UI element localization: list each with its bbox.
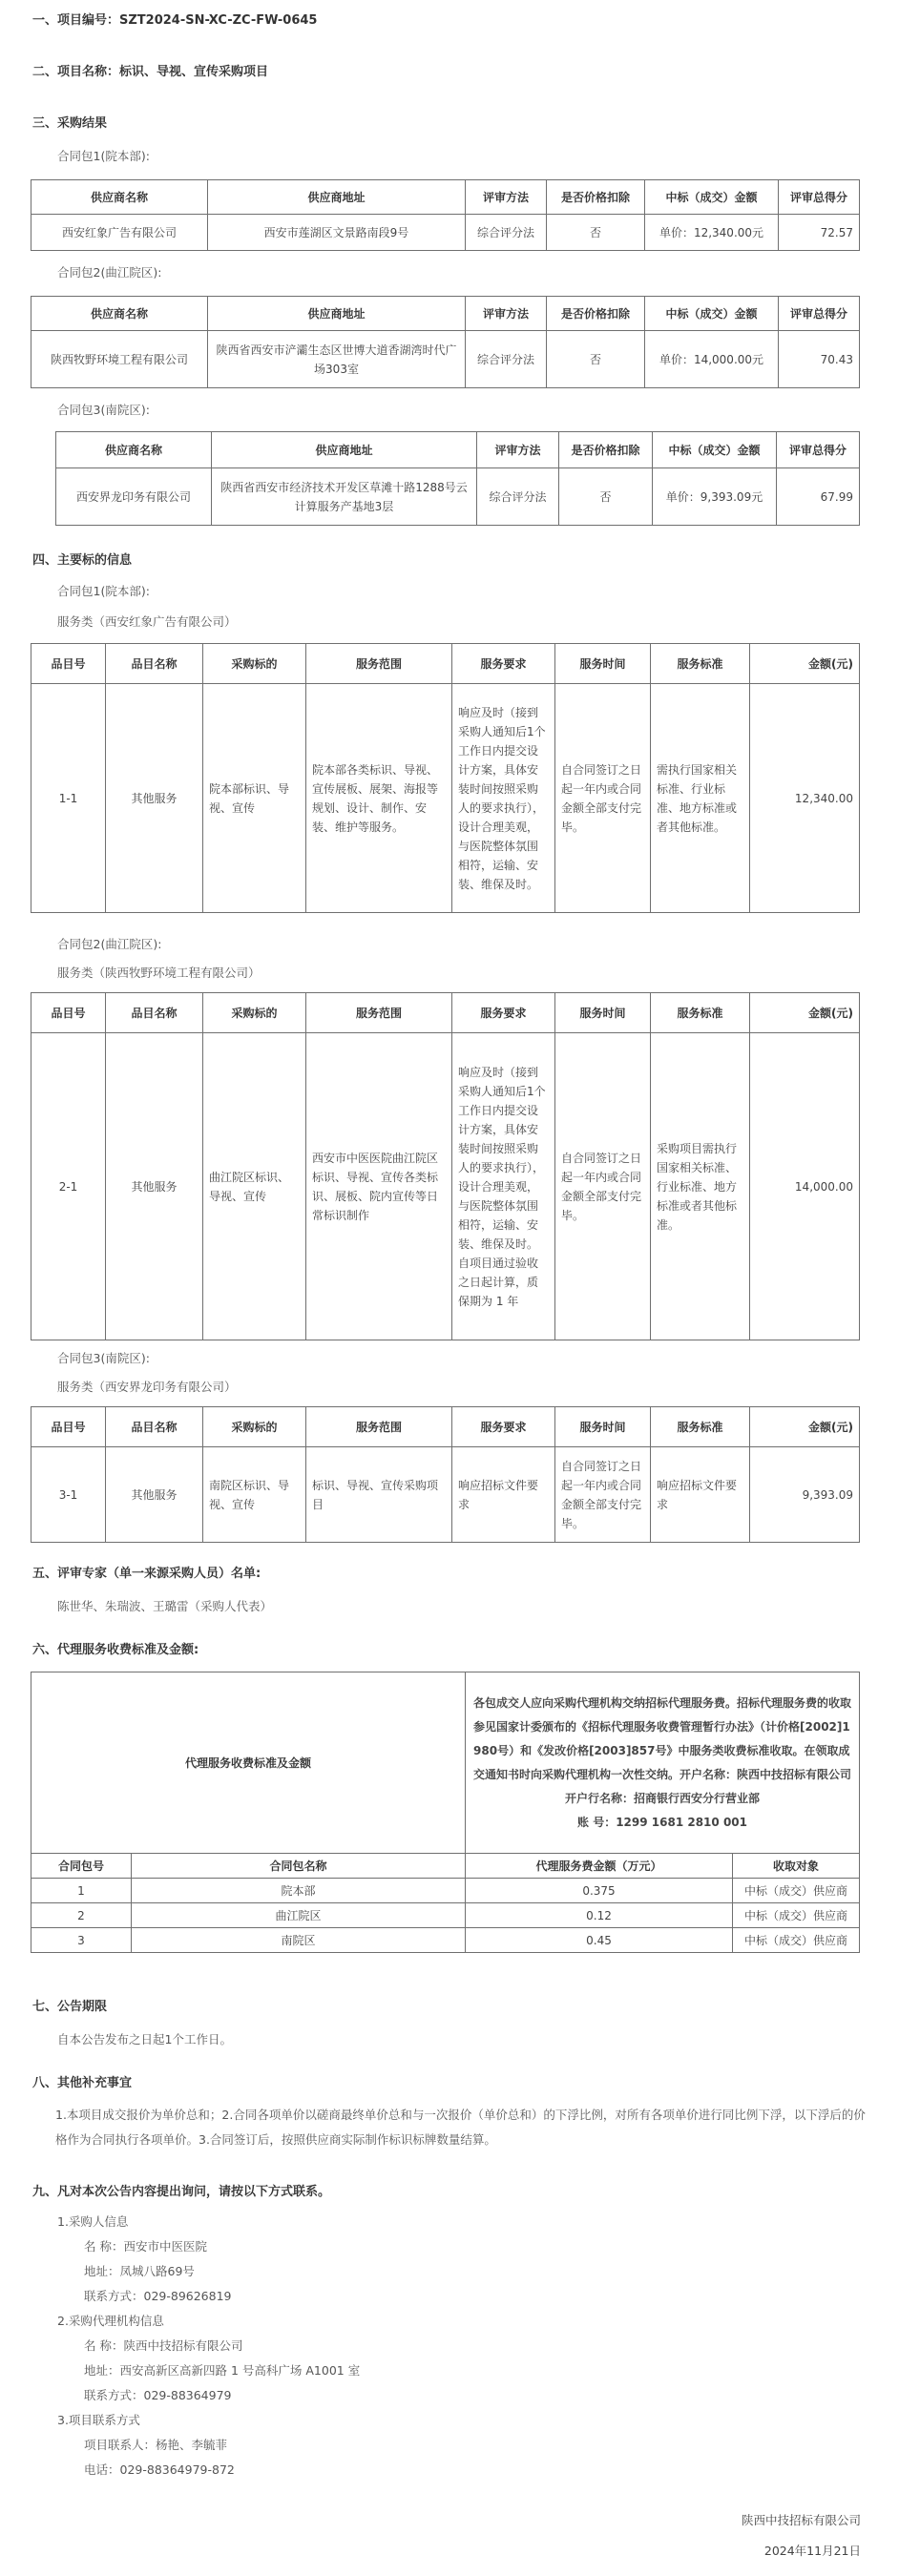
fee-note-text: 各包成交人应向采购代理机构交纳招标代理服务费。招标代理服务费的收取参见国家计委颁布的《招标代理服务收费管理暂行办法》（计价格[2002]1980号）和《发改价格[2003]857号》中服务类收费标准收取。在领取成交通知书时向采购代理机构一次性交纳。开户名称：陕西中技招标有限公司 [473,1695,852,1781]
service-time: 自合同签订之日起一年内或合同金额全部支付完毕。 [555,684,651,913]
col-header: 服务标准 [651,644,750,684]
col-header: 供应商名称 [56,432,212,468]
result-table-1 [31,179,860,251]
col-header: 服务时间 [555,1407,651,1447]
contact-group-title: 3.项目联系方式 [57,2413,140,2427]
service-standard: 需执行国家相关标准、行业标准、地方标准或者其他标准。 [651,684,750,913]
section-title-notice-period: 七、公告期限 [32,2000,108,2014]
item-table-1 [31,643,860,913]
section-title-main-info: 四、主要标的信息 [32,553,133,568]
project-phone: 电话：029-88364979-872 [84,2462,235,2477]
fee-amount: 0.12 [466,1903,733,1928]
agency-fee-table-body [31,1672,860,1953]
col-header: 代理服务费金额（万元） [466,1854,733,1879]
col-header: 采购标的 [203,1407,306,1447]
service-scope: 院本部各类标识、导视、宣传展板、展架、海报等规划、设计、制作、安装、维护等服务。 [306,684,452,913]
issuer-name: 陕西中技招标有限公司 [741,2513,861,2527]
bank-account: 账 号：1299 1681 2810 001 [577,1815,747,1829]
award-amount: 单价：12,340.00元 [645,215,779,251]
col-header: 品目号 [31,644,106,684]
agency-name: 名 称：陕西中技招标有限公司 [84,2338,243,2353]
award-amount: 单价：14,000.00元 [645,331,779,388]
procurement-target: 南院区标识、导视、宣传 [203,1447,306,1543]
col-header: 服务标准 [651,1407,750,1447]
buyer-name: 名 称：西安市中医医院 [84,2239,207,2254]
service-time: 自合同签订之日起一年内或合同金额全部支付完毕。 [555,1447,651,1543]
col-header: 收取对象 [733,1854,860,1879]
procurement-target: 院本部标识、导视、宣传 [203,684,306,913]
fee-package-no: 3 [31,1928,132,1953]
service-scope: 西安市中医医院曲江院区标识、导视、宣传各类标识、展板、院内宣传等日常标识制作 [306,1033,452,1340]
col-header: 服务时间 [555,644,651,684]
agency-phone: 联系方式：029-88364979 [84,2388,232,2402]
buyer-phone: 联系方式：029-89626819 [84,2289,232,2303]
fee-package-name: 南院区 [132,1928,466,1953]
col-header: 服务标准 [651,993,750,1033]
service-time: 自合同签订之日起一年内或合同金额全部支付完毕。 [555,1033,651,1340]
col-header: 中标（成交）金额 [645,297,779,331]
col-header: 金额(元) [750,644,860,684]
col-header: 是否价格扣除 [547,297,645,331]
col-header: 评审总得分 [779,180,860,215]
total-score: 70.43 [779,331,860,388]
col-header: 是否价格扣除 [547,180,645,215]
fee-package-name: 院本部 [132,1879,466,1903]
result-table-2 [31,296,860,388]
fee-payer: 中标（成交）供应商 [733,1928,860,1953]
col-header: 服务范围 [306,1407,452,1447]
col-header: 品目名称 [106,1407,203,1447]
col-header: 供应商名称 [31,180,208,215]
service-standard: 采购项目需执行国家相关标准、行业标准、地方标准或者其他标准。 [651,1033,750,1340]
section-title-other: 八、其他补充事宜 [32,2076,133,2090]
agency-address: 地址：西安高新区高新四路 1 号高科广场 A1001 室 [84,2363,361,2378]
fee-amount: 0.45 [466,1928,733,1953]
col-header: 金额(元) [750,1407,860,1447]
expert-names: 陈世华、朱瑞波、王璐雷（采购人代表） [57,1599,273,1613]
contact-group-title: 1.采购人信息 [57,2214,129,2229]
col-header: 服务要求 [452,993,555,1033]
col-header: 采购标的 [203,644,306,684]
col-header: 评审方法 [466,180,547,215]
col-header: 品目号 [31,993,106,1033]
service-requirement: 响应及时（接到采购人通知后1个工作日内提交设计方案，具体安装时间按照采购人的要求执行），设计合理美观，与医院整体氛围相符，运输、安装、维保及时。 [452,684,555,913]
other-matters-text: 1.本项目成交报价为单价总和；2.合同各项单价以磋商最终单价总和与一次报价（单价总和）的下浮比例，对所有各项单价进行同比例下浮，以下浮后的价格作为合同执行各项单价。3.合同签订后，按照供应商实际制作标识标牌数量结算。 [55,2108,866,2147]
total-score: 67.99 [777,468,860,526]
fee-package-no: 1 [31,1879,132,1903]
item-number: 3-1 [31,1447,106,1543]
bank-name: 开户行名称：招商银行西安分行营业部 [565,1791,761,1805]
col-header: 品目名称 [106,644,203,684]
col-header: 供应商地址 [208,180,466,215]
col-header: 合同包号 [31,1854,132,1879]
item-name: 其他服务 [106,1033,203,1340]
buyer-address: 地址：凤城八路69号 [84,2264,195,2278]
service-scope: 标识、导视、宣传采购项目 [306,1447,452,1543]
service-requirement: 响应招标文件要求 [452,1447,555,1543]
supplier-name: 西安红象广告有限公司 [31,215,208,251]
item-name: 其他服务 [106,1447,203,1543]
item-number: 2-1 [31,1033,106,1340]
col-header: 服务时间 [555,993,651,1033]
item-amount: 12,340.00 [750,684,860,913]
col-header: 中标（成交）金额 [653,432,777,468]
package-label: 合同包3(南院区): [57,1351,150,1365]
service-type: 服务类（西安红象广告有限公司） [57,614,237,629]
item-number: 1-1 [31,684,106,913]
item-amount: 9,393.09 [750,1447,860,1543]
col-header: 评审方法 [477,432,559,468]
service-type: 服务类（陕西牧野环境工程有限公司） [57,966,261,980]
project-name: 二、项目名称：标识、导视、宣传采购项目 [32,65,269,79]
col-header: 评审方法 [466,297,547,331]
package-label: 合同包1(院本部): [57,149,150,163]
price-deduction: 否 [547,215,645,251]
supplier-address: 陕西省西安市经济技术开发区草滩十路1288号云计算服务产基地3层 [212,468,477,526]
item-table-2 [31,992,860,1340]
project-number: 一、项目编号：SZT2024-SN-XC-ZC-FW-0645 [32,13,318,28]
notice-period-text: 自本公告发布之日起1个工作日。 [57,2032,232,2046]
col-header: 评审总得分 [779,297,860,331]
section-title-contact: 九、凡对本次公告内容提出询问，请按以下方式联系。 [32,2185,331,2199]
col-header: 是否价格扣除 [559,432,653,468]
item-amount: 14,000.00 [750,1033,860,1340]
fee-package-name: 曲江院区 [132,1903,466,1928]
service-type: 服务类（西安界龙印务有限公司） [57,1380,237,1394]
price-deduction: 否 [547,331,645,388]
col-header: 服务要求 [452,1407,555,1447]
eval-method: 综合评分法 [466,215,547,251]
award-amount: 单价：9,393.09元 [653,468,777,526]
col-header: 供应商地址 [212,432,477,468]
col-header: 中标（成交）金额 [645,180,779,215]
service-requirement: 响应及时（接到采购人通知后1个工作日内提交设计方案，具体安装时间按照采购人的要求执行），设计合理美观，与医院整体氛围相符，运输、安装、维保及时。自项目通过验收之日起计算，质保期为 1 年 [452,1033,555,1340]
col-header: 服务要求 [452,644,555,684]
col-header: 采购标的 [203,993,306,1033]
issue-date: 2024年11月21日 [763,2544,861,2558]
fee-standard-note [466,1672,860,1854]
fee-standard-label: 代理服务收费标准及金额 [31,1672,466,1854]
fee-payer: 中标（成交）供应商 [733,1879,860,1903]
eval-method: 综合评分法 [466,331,547,388]
contact-block [57,2210,821,2483]
col-header: 合同包名称 [132,1854,466,1879]
fee-amount: 0.375 [466,1879,733,1903]
section-title-agency-fee: 六、代理服务收费标准及金额: [32,1643,199,1657]
fee-payer: 中标（成交）供应商 [733,1903,860,1928]
total-score: 72.57 [779,215,860,251]
section-title-results: 三、采购结果 [32,116,108,131]
col-header: 金额(元) [750,993,860,1033]
section-title-experts: 五、评审专家（单一来源采购人员）名单: [32,1567,261,1581]
col-header: 品目名称 [106,993,203,1033]
package-label: 合同包3(南院区): [57,403,150,417]
procurement-target: 曲江院区标识、导视、宣传 [203,1033,306,1340]
col-header: 评审总得分 [777,432,860,468]
eval-method: 综合评分法 [477,468,559,526]
col-header: 品目号 [31,1407,106,1447]
service-standard: 响应招标文件要求 [651,1447,750,1543]
col-header: 服务范围 [306,644,452,684]
item-name: 其他服务 [106,684,203,913]
supplier-name: 陕西牧野环境工程有限公司 [31,331,208,388]
supplier-name: 西安界龙印务有限公司 [56,468,212,526]
package-label: 合同包2(曲江院区): [57,937,162,951]
result-table-3 [55,431,860,526]
price-deduction: 否 [559,468,653,526]
contact-group-title: 2.采购代理机构信息 [57,2314,164,2328]
supplier-address: 西安市莲湖区文景路南段9号 [208,215,466,251]
fee-package-no: 2 [31,1903,132,1928]
package-label: 合同包2(曲江院区): [57,265,162,280]
package-label: 合同包1(院本部): [57,584,150,598]
project-contacts: 项目联系人：杨艳、李毓菲 [84,2438,228,2452]
col-header: 服务范围 [306,993,452,1033]
col-header: 供应商地址 [208,297,466,331]
col-header: 供应商名称 [31,297,208,331]
supplier-address: 陕西省西安市浐灞生态区世博大道香湖湾时代广场303室 [208,331,466,388]
item-table-3 [31,1406,860,1543]
